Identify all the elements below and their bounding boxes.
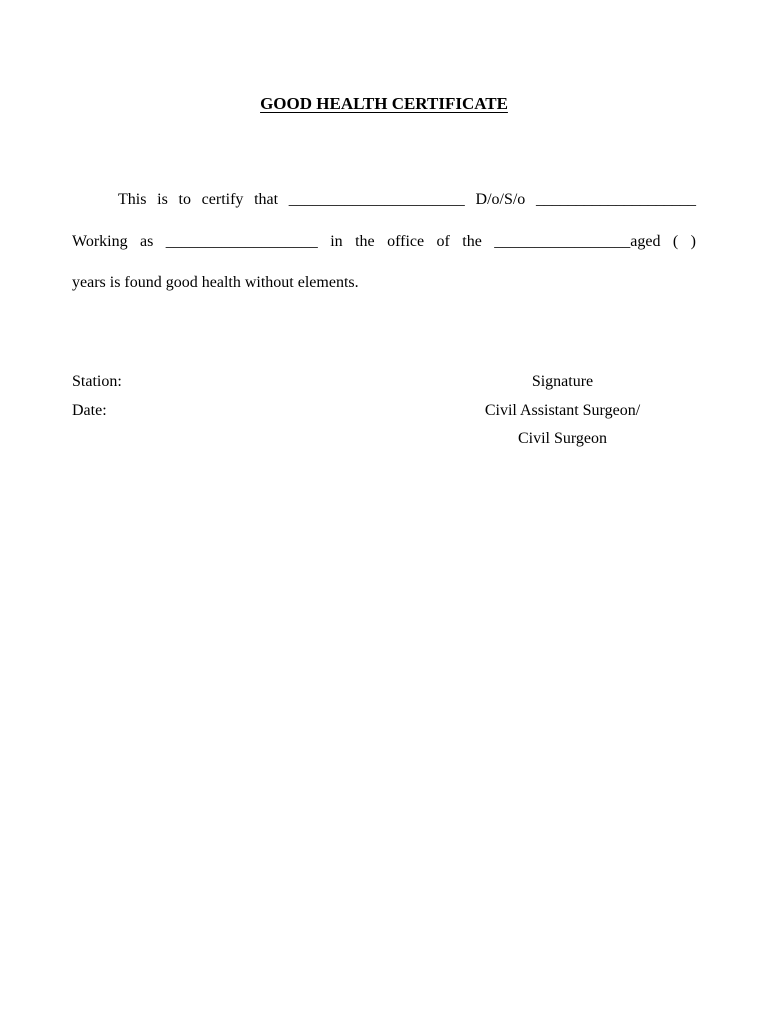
certificate-body-line-3: years is found good health without elements. <box>72 274 359 291</box>
certificate-body-line-1: This is to certify that ______________________ D/o/S/o ____________________ <box>118 191 696 208</box>
designation-line-2: Civil Surgeon <box>517 430 608 447</box>
designation-line-1: Civil Assistant Surgeon/ <box>484 402 641 419</box>
certificate-title: GOOD HEALTH CERTIFICATE <box>260 94 508 113</box>
signature-label: Signature <box>531 373 594 390</box>
certificate-body-line-2: Working as ___________________ in the office of the _________________aged ( ) <box>72 233 696 250</box>
date-label: Date: <box>72 402 107 419</box>
station-label: Station: <box>72 373 122 390</box>
